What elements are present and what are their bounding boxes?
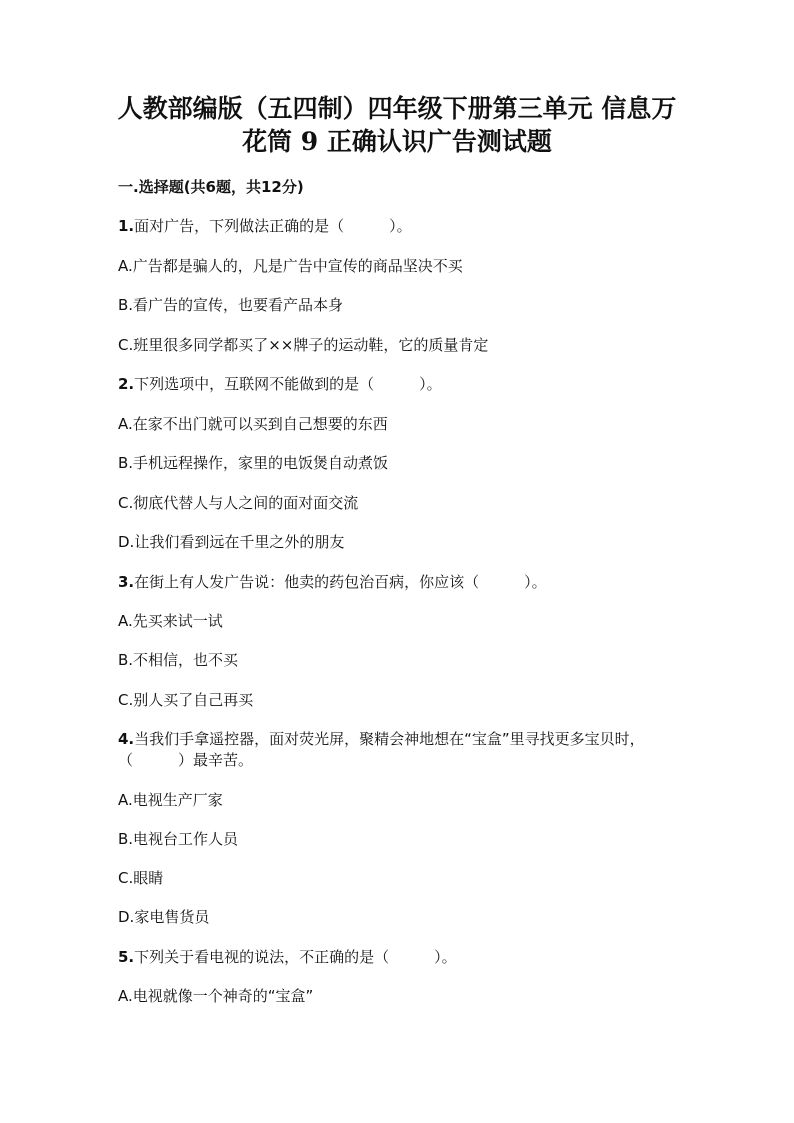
question-2-option-c: C.彻底代替人与人之间的面对面交流 <box>118 494 359 512</box>
question-text: 面对广告，下列做法正确的是（ ）。 <box>134 217 412 235</box>
question-text: 当我们手拿遥控器，面对荧光屏，聚精会神地想在“宝盒”里寻找更多宝贝时，（ ）最辛苦。 <box>118 730 645 769</box>
question-4-option-b: B.电视台工作人员 <box>118 830 239 848</box>
document-title <box>80 92 714 158</box>
question-4 <box>118 729 678 771</box>
question-1 <box>118 216 678 237</box>
question-number: 1. <box>118 217 135 235</box>
section-heading: 一.选择题(共6题，共12分) <box>118 178 304 196</box>
question-text: 下列选项中，互联网不能做到的是（ ）。 <box>134 375 442 393</box>
question-1-option-a: A.广告都是骗人的，凡是广告中宣传的商品坚决不买 <box>118 257 463 275</box>
question-number: 5. <box>118 948 135 966</box>
question-number: 4. <box>118 730 135 748</box>
question-3-option-a: A.先买来试一试 <box>118 612 223 630</box>
question-2-option-a: A.在家不出门就可以买到自己想要的东西 <box>118 415 388 433</box>
question-5-option-a: A.电视就像一个神奇的“宝盒” <box>118 987 314 1005</box>
question-number: 3. <box>118 573 135 591</box>
question-text: 下列关于看电视的说法，不正确的是（ ）。 <box>134 948 457 966</box>
question-3 <box>118 572 678 593</box>
question-5 <box>118 947 678 968</box>
question-number: 2. <box>118 375 135 393</box>
question-1-option-b: B.看广告的宣传，也要看产品本身 <box>118 296 344 314</box>
title-line-2: 花筒 9 正确认识广告测试题 <box>242 127 552 156</box>
question-2-option-b: B.手机远程操作，家里的电饭煲自动煮饭 <box>118 454 389 472</box>
question-4-option-a: A.电视生产厂家 <box>118 791 223 809</box>
question-3-option-c: C.别人买了自己再买 <box>118 691 254 709</box>
title-line-1: 人教部编版（五四制）四年级下册第三单元 信息万 <box>117 94 677 123</box>
question-2 <box>118 374 678 395</box>
question-2-option-d: D.让我们看到远在千里之外的朋友 <box>118 533 345 551</box>
question-3-option-b: B.不相信，也不买 <box>118 651 239 669</box>
question-text: 在街上有人发广告说：他卖的药包治百病，你应该（ ）。 <box>134 573 547 591</box>
question-4-option-d: D.家电售货员 <box>118 908 210 926</box>
question-1-option-c: C.班里很多同学都买了××牌子的运动鞋，它的质量肯定 <box>118 336 489 354</box>
question-4-option-c: C.眼睛 <box>118 869 164 887</box>
